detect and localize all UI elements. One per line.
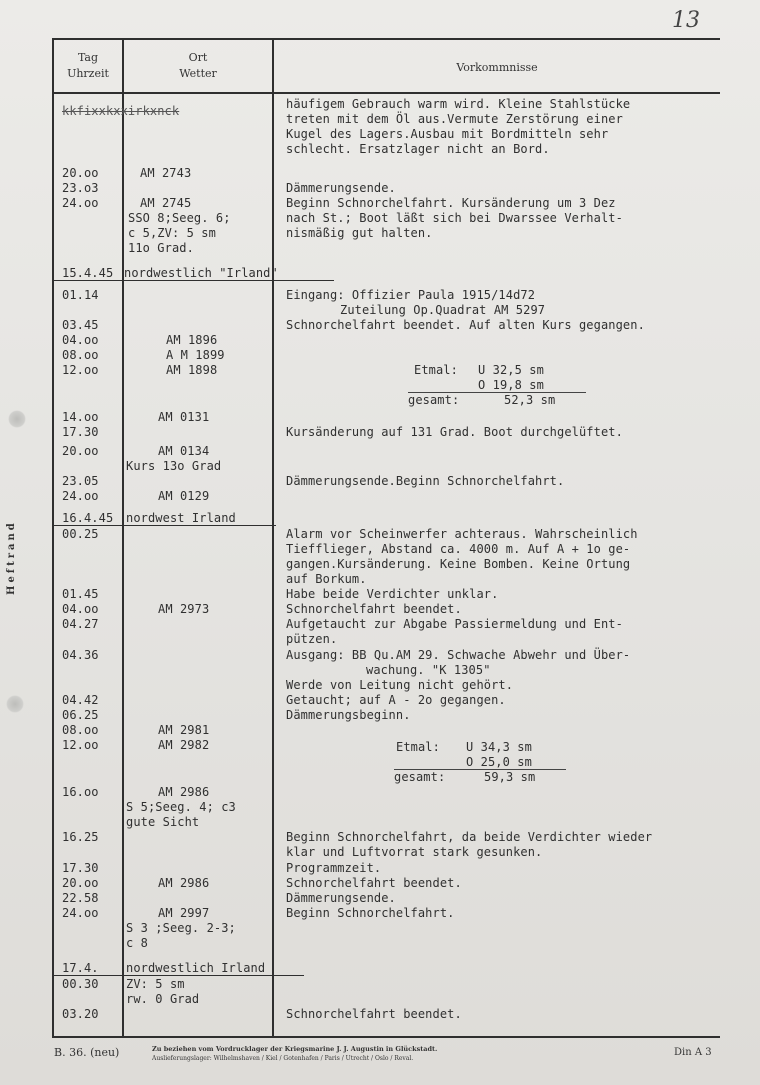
position-entry: AM 2982 — [158, 738, 210, 752]
form-number: B. 36. (neu) — [54, 1046, 120, 1059]
position-entry: AM 2997 — [158, 906, 210, 920]
event-entry: nach St.; Boot läßt sich bei Dwarssee Verhalt- — [286, 211, 623, 225]
etmal-2-o: O 25,0 sm — [466, 755, 532, 769]
position-entry: c 8 — [126, 936, 148, 950]
time-entry: 20.oo — [62, 166, 99, 180]
time-entry: 08.oo — [62, 348, 99, 362]
event-entry: Beginn Schnorchelfahrt, da beide Verdichter wieder — [286, 830, 653, 844]
position-entry: rw. 0 Grad — [126, 992, 200, 1006]
event-entry: Kugel des Lagers.Ausbau mit Bordmitteln sehr — [286, 127, 609, 141]
time-entry: 03.20 — [62, 1007, 99, 1021]
event-entry: Werde von Leitung nicht gehört. — [286, 678, 514, 692]
time-entry: 12.oo — [62, 363, 99, 377]
header-ort-wetter — [124, 50, 272, 82]
event-entry: Beginn Schnorchelfahrt. — [286, 906, 455, 920]
position-entry: SSO 8;Seeg. 6; — [128, 211, 231, 225]
position-entry: AM 2743 — [140, 166, 192, 180]
time-entry: 16.4.45 — [62, 511, 114, 525]
position-entry: AM 0134 — [158, 444, 210, 458]
event-entry: klar und Luftvorrat stark gesunken. — [286, 845, 543, 859]
position-entry: c 5,ZV: 5 sm — [128, 226, 216, 240]
header-uhrzeit: Uhrzeit — [67, 67, 109, 80]
header-wetter: Wetter — [179, 67, 217, 80]
time-entry: 04.oo — [62, 602, 99, 616]
table-left-border — [52, 38, 54, 1038]
time-entry: 03.45 — [62, 318, 99, 332]
position-entry: AM 0129 — [158, 489, 210, 503]
time-entry: 24.oo — [62, 196, 99, 210]
position-entry: nordwestlich "Irland" — [124, 266, 278, 280]
position-entry: AM 2986 — [158, 785, 210, 799]
table-bottom-border — [52, 1036, 720, 1038]
header-tag-uhrzeit — [54, 50, 122, 82]
position-entry: nordwest Irland — [126, 511, 236, 525]
event-entry: Alarm vor Scheinwerfer achteraus. Wahrscheinlich — [286, 527, 638, 541]
event-entry: Getaucht; auf A - 2o gegangen. — [286, 693, 506, 707]
time-entry: 14.oo — [62, 410, 99, 424]
time-entry: 22.58 — [62, 891, 99, 905]
time-entry: 08.oo — [62, 723, 99, 737]
position-entry: AM 1896 — [166, 333, 218, 347]
etmal-1-sum-label: gesamt: — [408, 393, 460, 407]
position-entry: AM 2981 — [158, 723, 210, 737]
header-bottom-border — [52, 92, 720, 94]
header-ort: Ort — [188, 51, 208, 64]
time-entry: 06.25 — [62, 708, 99, 722]
position-entry: AM 2973 — [158, 602, 210, 616]
time-entry: 23.o3 — [62, 181, 99, 195]
etmal-1-sum: 52,3 sm — [504, 393, 556, 407]
event-entry: pützen. — [286, 632, 338, 646]
time-entry: 24.oo — [62, 906, 99, 920]
position-entry: A M 1899 — [166, 348, 225, 362]
event-entry: treten mit dem Öl aus.Vermute Zerstörung einer — [286, 112, 623, 126]
time-entry: 16.oo — [62, 785, 99, 799]
time-entry: 17.30 — [62, 861, 99, 875]
etmal-1-u: U 32,5 sm — [478, 363, 544, 377]
margin-label: Heftrand — [6, 520, 17, 595]
event-entry: Programmzeit. — [286, 861, 382, 875]
footer-supplier: Zu beziehen vom Vordrucklager der Kriegsmarine J. J. Augustin in Glückstadt. — [152, 1045, 438, 1053]
event-entry: Aufgetaucht zur Abgabe Passiermeldung und Ent- — [286, 617, 623, 631]
time-entry: 20.oo — [62, 876, 99, 890]
position-entry: AM 0131 — [158, 410, 210, 424]
position-entry: nordwestlich Irland — [126, 961, 266, 975]
position-entry: ZV: 5 sm — [126, 977, 185, 991]
header-tag: Tag — [77, 51, 99, 64]
position-entry: S 3 ;Seeg. 2-3; — [126, 921, 236, 935]
event-entry: Kursänderung auf 131 Grad. Boot durchgelüftet. — [286, 425, 623, 439]
time-entry: 01.45 — [62, 587, 99, 601]
time-entry: 20.oo — [62, 444, 99, 458]
footer-depots: Auslieferungslager: Wilhelmshaven / Kiel / Gotenhafen / Paris / Utrecht / Oslo / Reval. — [152, 1055, 414, 1062]
time-entry: 23.05 — [62, 474, 99, 488]
time-entry: kkfixxkxxirkxnck — [62, 104, 180, 118]
position-entry: AM 2745 — [140, 196, 192, 210]
etmal-2-u: U 34,3 sm — [466, 740, 532, 754]
position-entry: AM 2986 — [158, 876, 210, 890]
event-entry: Dämmerungsbeginn. — [286, 708, 411, 722]
header-vorkommnisse: Vorkommnisse — [456, 61, 538, 74]
event-entry: wachung. "K 1305" — [366, 663, 491, 677]
time-entry: 15.4.45 — [62, 266, 114, 280]
etmal-2-label: Etmal: — [396, 740, 440, 754]
time-entry: 01.14 — [62, 288, 99, 302]
position-entry: gute Sicht — [126, 815, 200, 829]
event-entry: Schnorchelfahrt beendet. — [286, 1007, 462, 1021]
event-entry: nismäßig gut halten. — [286, 226, 433, 240]
time-entry: 17.30 — [62, 425, 99, 439]
etmal-1-label: Etmal: — [414, 363, 458, 377]
event-entry: gangen.Kursänderung. Keine Bomben. Keine Ortung — [286, 557, 631, 571]
event-entry: Eingang: Offizier Paula 1915/14d72 — [286, 288, 536, 302]
time-entry: 17.4. — [62, 961, 99, 975]
event-entry: Schnorchelfahrt beendet. — [286, 876, 462, 890]
punch-hole-top — [8, 410, 26, 428]
event-entry: Zuteilung Op.Quadrat AM 5297 — [340, 303, 546, 317]
event-entry: Dämmerungsende. — [286, 891, 396, 905]
event-entry: Schnorchelfahrt beendet. — [286, 602, 462, 616]
din-format: Din A 3 — [674, 1047, 712, 1058]
column-divider-2 — [272, 38, 274, 1038]
etmal-2-sum-label: gesamt: — [394, 770, 446, 784]
time-entry: 00.30 — [62, 977, 99, 991]
position-entry: S 5;Seeg. 4; c3 — [126, 800, 236, 814]
punch-hole-bottom — [6, 695, 24, 713]
event-entry: Beginn Schnorchelfahrt. Kursänderung um 3 Dez — [286, 196, 616, 210]
event-entry: auf Borkum. — [286, 572, 367, 586]
event-entry: Dämmerungsende.Beginn Schnorchelfahrt. — [286, 474, 565, 488]
event-entry: Tiefflieger, Abstand ca. 4000 m. Auf A + 1o ge- — [286, 542, 631, 556]
table-top-border — [52, 38, 720, 40]
position-entry: Kurs 13o Grad — [126, 459, 222, 473]
event-entry: Ausgang: BB Qu.AM 29. Schwache Abwehr und Über- — [286, 648, 631, 662]
time-entry: 04.36 — [62, 648, 99, 662]
etmal-2-sum: 59,3 sm — [484, 770, 536, 784]
event-entry: schlecht. Ersatzlager nicht an Bord. — [286, 142, 550, 156]
position-entry: AM 1898 — [166, 363, 218, 377]
time-entry: 04.42 — [62, 693, 99, 707]
event-entry: Schnorchelfahrt beendet. Auf alten Kurs gegangen. — [286, 318, 645, 332]
page-number: 13 — [672, 8, 700, 33]
etmal-1-o: O 19,8 sm — [478, 378, 544, 392]
time-entry: 04.oo — [62, 333, 99, 347]
time-entry: 00.25 — [62, 527, 99, 541]
time-entry: 16.25 — [62, 830, 99, 844]
time-entry: 24.oo — [62, 489, 99, 503]
position-entry: 11o Grad. — [128, 241, 194, 255]
time-entry: 12.oo — [62, 738, 99, 752]
event-entry: Habe beide Verdichter unklar. — [286, 587, 499, 601]
event-entry: häufigem Gebrauch warm wird. Kleine Stahlstücke — [286, 97, 631, 111]
column-divider-1 — [122, 38, 124, 1038]
event-entry: Dämmerungsende. — [286, 181, 396, 195]
time-entry: 04.27 — [62, 617, 99, 631]
